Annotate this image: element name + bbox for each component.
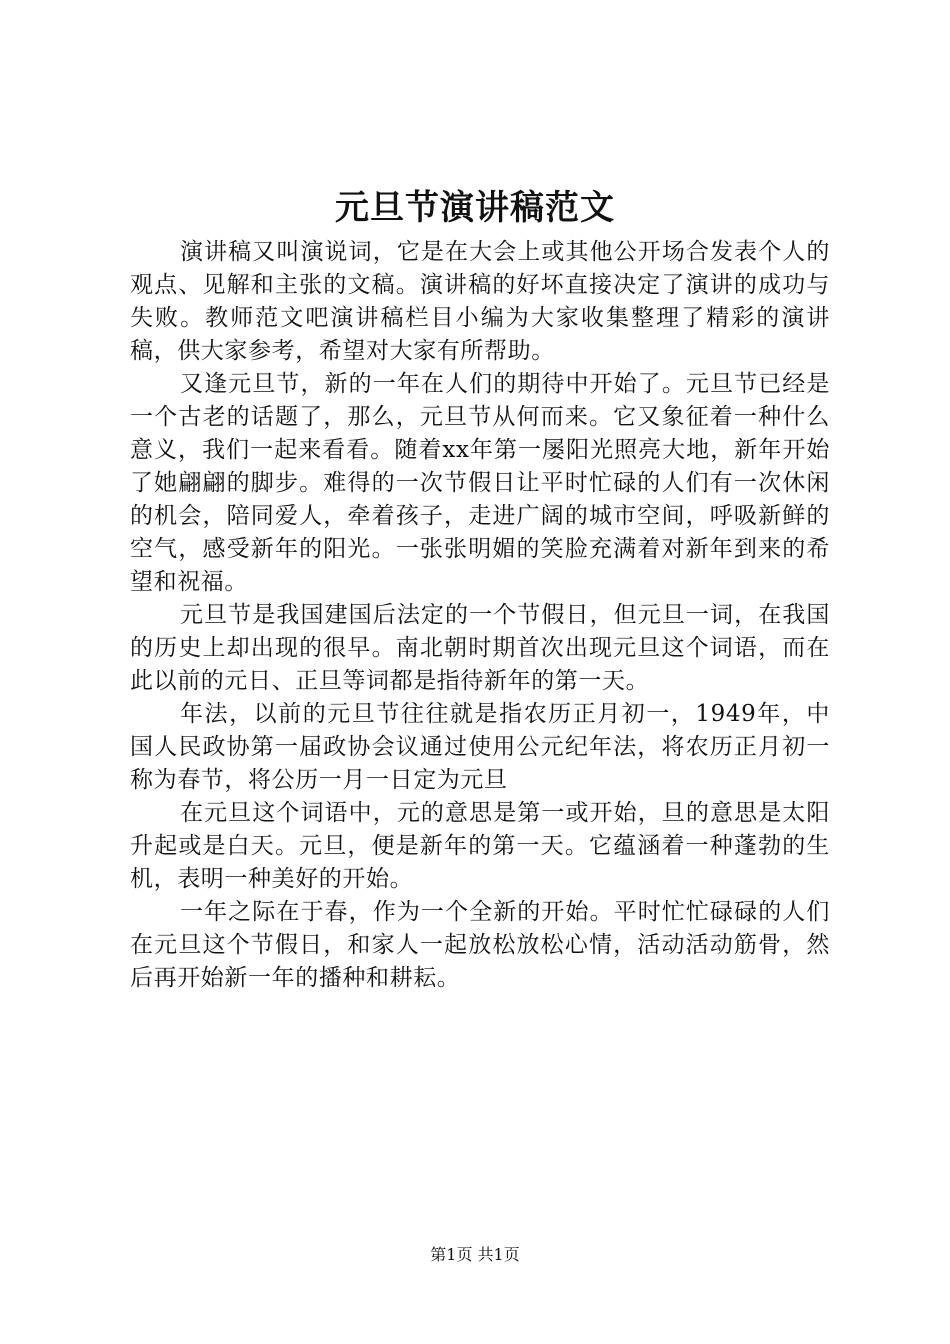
paragraph-3: 元旦节是我国建国后法定的一个节假日，但元旦一词，在我国的历史上却出现的很早。南北朝时期首次出现元旦这个词语，而在此以前的元日、正旦等词都是指待新年的第一天。 <box>130 602 830 694</box>
document-title: 元旦节演讲稿范文 <box>335 188 615 228</box>
paragraph-6: 一年之际在于春，作为一个全新的开始。平时忙忙碌碌的人们在元旦这个节假日，和家人一起放松放松心情，活动活动筋骨，然后再开始新一年的播种和耕耘。 <box>130 899 830 991</box>
paragraph-1: 演讲稿又叫演说词，它是在大会上或其他公开场合发表个人的观点、见解和主张的文稿。演讲稿的好坏直接决定了演讲的成功与失败。教师范文吧演讲稿栏目小编为大家收集整理了精彩的演讲稿，供大家参考，希望对大家有所帮助。 <box>130 239 830 364</box>
page-footer: 第1页 共1页 <box>430 1245 520 1264</box>
paragraph-4: 年法，以前的元旦节往往就是指农历正月初一，1949年，中国人民政协第一届政协会议通过使用公元纪年法，将农历正月初一称为春节，将公历一月一日定为元旦 <box>130 701 830 793</box>
paragraph-5: 在元旦这个词语中，元的意思是第一或开始，旦的意思是太阳升起或是白天。元旦，便是新年的第一天。它蕴涵着一种蓬勃的生机，表明一种美好的开始。 <box>130 800 830 892</box>
paragraph-2: 又逢元旦节，新的一年在人们的期待中开始了。元旦节已经是一个古老的话题了，那么，元旦节从何而来。它又象征着一种什么意义，我们一起来看看。随着xx年第一屡阳光照亮大地，新年开始了她翩翩的脚步。难得的一次节假日让平时忙碌的人们有一次休闲的机会，陪同爱人，牵着孩子，走进广阔的城市空间，呼吸新鲜的空气，感受新年的阳光。一张张明媚的笑脸充满着对新年到来的希望和祝福。 <box>130 371 830 595</box>
document-body <box>130 236 830 995</box>
